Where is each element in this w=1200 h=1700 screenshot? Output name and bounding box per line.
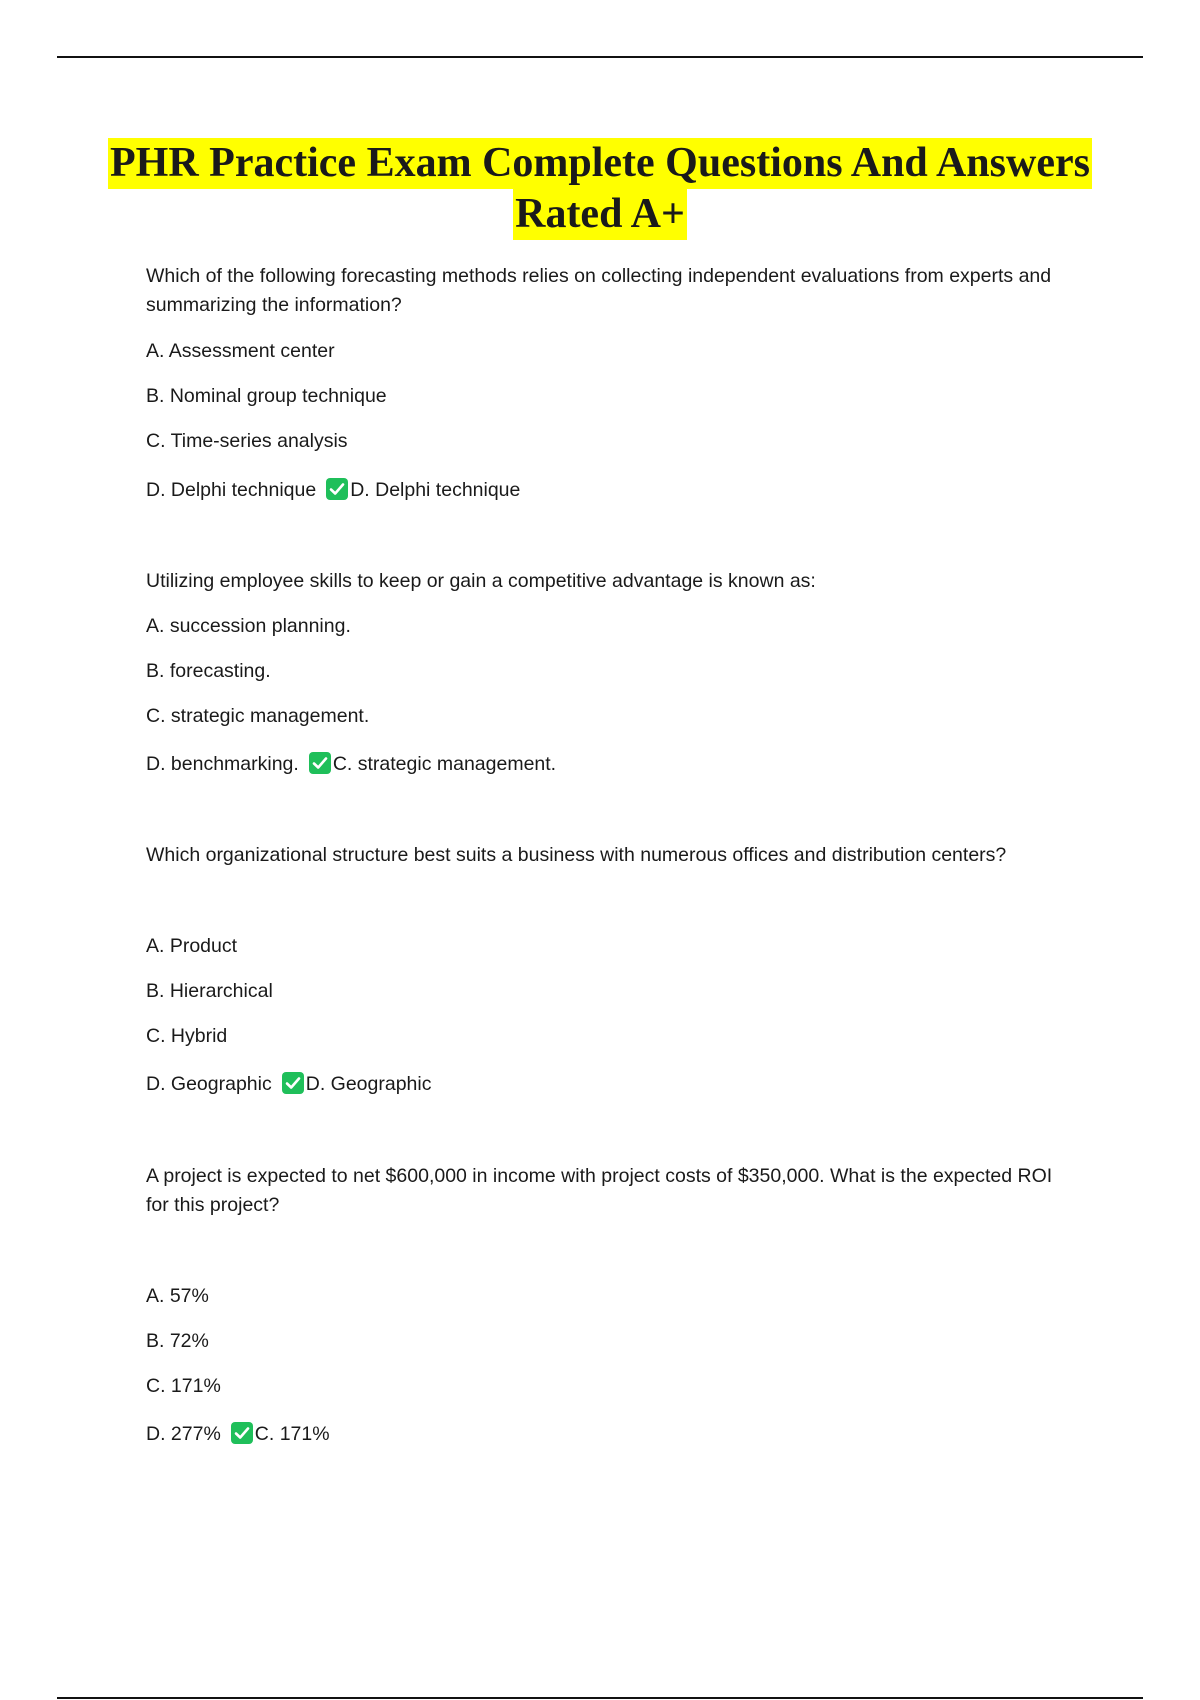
question-2-option-d: D. benchmarking. xyxy=(146,753,299,775)
question-4-option-a: A. 57% xyxy=(146,1285,209,1307)
check-mark-icon xyxy=(282,1072,304,1094)
question-2-option-a: A. succession planning. xyxy=(146,615,351,637)
question-1-text: Which of the following forecasting methods relies on collecting independent evaluations from experts and summarizing the information? xyxy=(146,265,1052,316)
question-4-text: A project is expected to net $600,000 in income with project costs of $350,000. What is the expected ROI for this project? xyxy=(146,1165,1053,1216)
question-2-text: Utilizing employee skills to keep or gain a competitive advantage is known as: xyxy=(146,570,816,592)
title-line-2: Rated A+ xyxy=(513,189,687,240)
question-1-option-c: C. Time-series analysis xyxy=(146,430,348,452)
question-1-option-d-row xyxy=(146,477,520,503)
question-4-option-d: D. 277% xyxy=(146,1423,221,1445)
question-3-text: Which organizational structure best suits a business with numerous offices and distribution centers? xyxy=(146,844,1007,866)
question-1-option-b: B. Nominal group technique xyxy=(146,385,387,407)
question-4-option-d-row xyxy=(146,1421,330,1447)
question-3-option-a: A. Product xyxy=(146,935,238,957)
question-3-option-c: C. Hybrid xyxy=(146,1025,228,1047)
question-2-option-c: C. strategic management. xyxy=(146,705,370,727)
question-1-option-a: A. Assessment center xyxy=(146,340,335,362)
question-3-option-d: D. Geographic xyxy=(146,1073,272,1095)
question-4-answer: C. 171% xyxy=(254,1423,330,1445)
check-mark-icon xyxy=(326,478,348,500)
check-mark-icon xyxy=(231,1422,253,1444)
question-3-option-b: B. Hierarchical xyxy=(146,980,273,1002)
question-2-answer: C. strategic management. xyxy=(332,753,557,775)
question-2-option-b: B. forecasting. xyxy=(146,660,271,682)
question-3-option-d-row xyxy=(146,1071,431,1097)
question-4-option-b: B. 72% xyxy=(146,1330,209,1352)
bottom-rule xyxy=(57,1697,1143,1699)
question-1-option-d: D. Delphi technique xyxy=(146,479,317,501)
title-line-1: PHR Practice Exam Complete Questions And Answers xyxy=(108,138,1092,189)
page-title xyxy=(0,138,1200,240)
check-mark-icon xyxy=(309,752,331,774)
question-2-option-d-row xyxy=(146,751,556,777)
question-3-answer: D. Geographic xyxy=(305,1073,432,1095)
question-1-answer: D. Delphi technique xyxy=(350,479,521,501)
question-4-option-c: C. 171% xyxy=(146,1375,221,1397)
top-rule xyxy=(57,56,1143,58)
